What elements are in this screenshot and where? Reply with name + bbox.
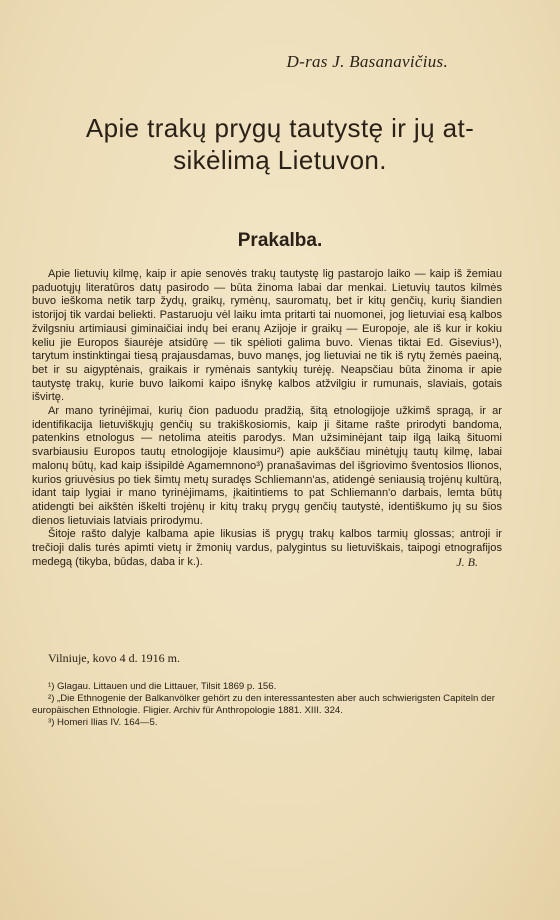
footnote: ¹) Glagau. Littauen und die Littauer, Tilsit 1869 p. 156. [48, 681, 277, 692]
paragraph: Ar mano tyrinėjimai, kurių čion paduodu pradžią, šitą etnologijoje užkimš spragą, ir ar identifikacija lietuviškųjų genčių su trakiškosiomis, kaip ji šitame rašte prirodyti bandoma, patenkins etnologus — netolima ateitis parodys. Man užsiminėjant taip ilgą laiką šituomi svarbiausiu Europos tautų etnologijoje klausimu²) apie aukščiau minėtųjų tautų kilmę, labai malonų būtų, kad kaip išsipildė Agamemnono³) pranašavimas del išgriovimo šventosios Ilionos, kurios griuvėsius po tiek šimtų metų suradęs Schliemann'as, atidengė seniausią trojėnų kultūrą, idant taip lygiai ir mano tyrinėjimams, įkaitintiems to pat Schliemann'o darbais, lemta būtų atidengti bei aikštėn iškelti trojėnų ir kitų trakų prygų genčių tautystė, identiškumo jų su šios dienos lietuviais latviais prirodymu. [32, 405, 502, 527]
footnote: ³) Homeri Ilias IV. 164—5. [48, 717, 158, 729]
author-name: D-ras J. Basanavičius. [286, 52, 448, 71]
footnote: ²) „Die Ethnogenie der Balkanvölker gehört zu den interessantesten aber auch schwierigsten Capiteln der europäischen Ethnologie. Fligier. Archiv für Anthropologie 1881. XIII. 324. [32, 693, 495, 716]
section-title: Prakalba. [237, 230, 323, 251]
article-title: Apie trakų prygų tautystę ir jų at-sikėlimą Lietuvon. [85, 113, 475, 175]
article-body [32, 268, 502, 569]
footnotes [32, 681, 502, 730]
paragraph-text: Šitoje rašto dalyje kalbama apie likusias iš prygų trakų kalbos tarmių glossas; antroji ir trečioji dalis turės apimti vietų ir žmonių vardus, palygintus su lietuviškais, taipogi etnografijos medegą (tikyba, būdas, daba ir k.). [32, 528, 502, 568]
signature: J. B. [456, 554, 478, 569]
paragraph [32, 528, 502, 569]
paragraph: Apie lietuvių kilmę, kaip ir apie senovės trakų tautystę lig pastarojo laiko — kaip iš žemiau paduotųjų literatūros datų pasirodo — būta žinoma labai dar menkai. Lietuvių tautos kilmės buvo ieškoma netik tarp žydų, graikų, rymėnų, sauromatų, bet ir kitų genčių, kurių šiandien istorijoj tik vardai beliekti. Pastaruoju vėl laiku imta pritarti tai nuomonei, jog lietuviai esą kalbos žvilgsniu artimiausi giminaičiai indų bei eranų Azijoje ir graikų — Europoje, ale iš kur ir kokiu keliu jie Europos šiaurėje atsidūrę — tik spėlioti galima buvo. Vienas tiktai Ed. Gisevius¹), tarytum instinktingai tiesą prajausdamas, buvo manęs, jog lietuviai ne tik iš rytų žemės paeiną, bet ir su aigyptėnais, graikais ir rymėnais santykių turėję. Neapsčiau būta žinoma ir apie tautystę trakų, kurie buvo laikomi kaipo išnykę kalbos atžvilgiu ir rumunais, slaviais, gotais išvirtę. [32, 268, 502, 404]
place-date: Vilniuje, kovo 4 d. 1916 m. [48, 651, 180, 665]
